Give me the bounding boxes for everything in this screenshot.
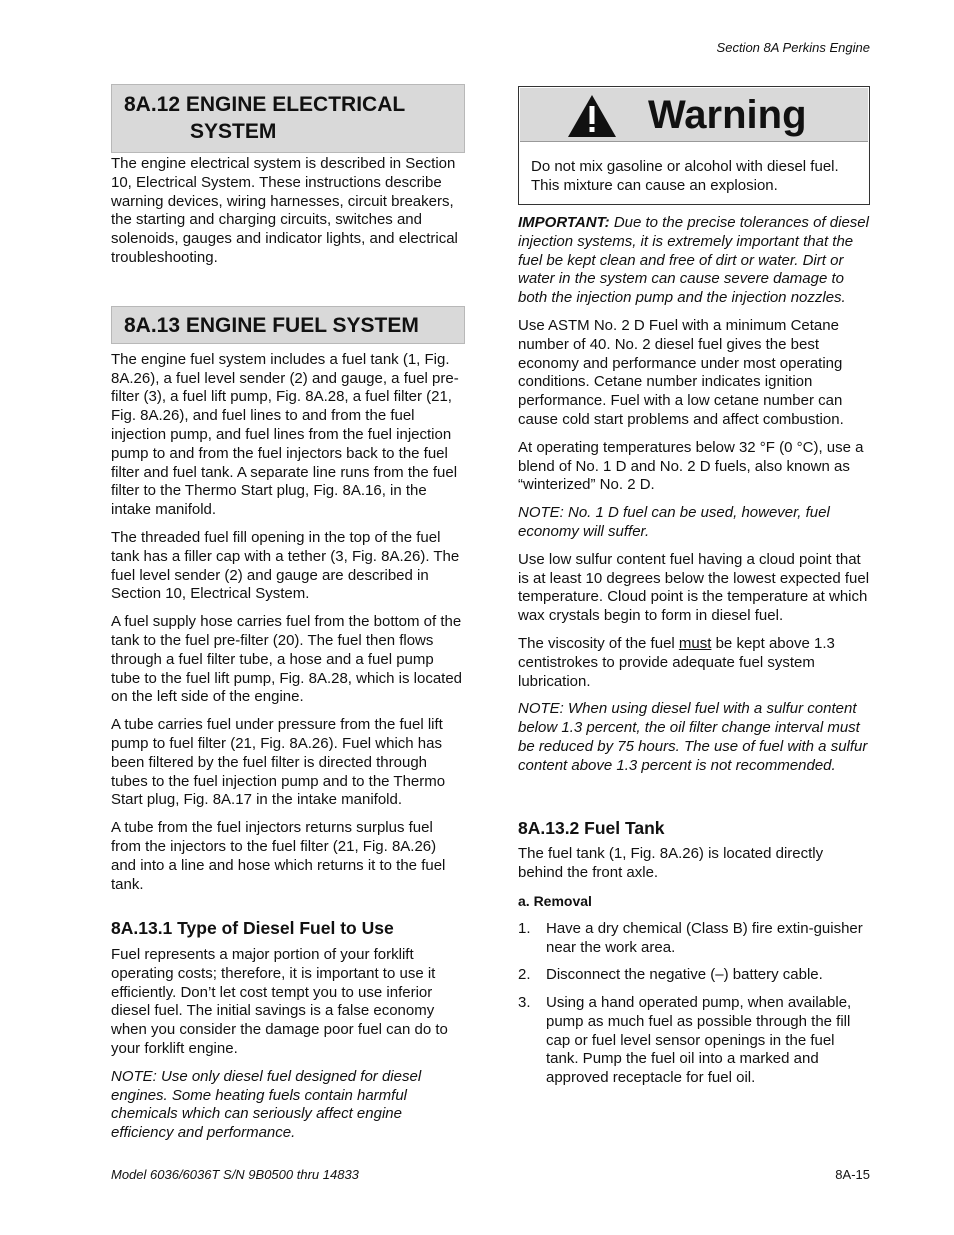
astm-fuel-paragraph: Use ASTM No. 2 D Fuel with a minimum Cetane number of 40. No. 2 diesel fuel gives the best economy and performance under most operating conditions. Cetane number indicates ignition performance. Fuel with a low cetane number can cause cold start problems and affect combustion. bbox=[518, 316, 844, 428]
subsection-heading-8a131: 8A.13.1 Type of Diesel Fuel to Use bbox=[111, 918, 394, 939]
removal-step bbox=[518, 920, 870, 958]
removal-heading: a. Removal bbox=[518, 892, 592, 909]
removal-step bbox=[518, 994, 870, 1088]
sulfur-content-note: NOTE: When using diesel fuel with a sulfur content below 1.3 percent, the oil filter change interval must be reduced by 75 hours. The use of fuel with a sulfur content above 1.3 percent is not recommended. bbox=[518, 700, 868, 774]
warning-text: Do not mix gasoline or alcohol with diesel fuel. This mixture can cause an explosion. bbox=[531, 158, 839, 194]
footer-model: Model 6036/6036T S/N 9B0500 thru 14833 bbox=[111, 1167, 359, 1182]
cloud-point-paragraph: Use low sulfur content fuel having a cloud point that is at least 10 degrees below the lowest expected fuel temperature. Cloud point is the temperature at which wax crystals begin to form in diesel fuel. bbox=[518, 550, 870, 625]
footer-page-number: 8A-15 bbox=[835, 1167, 870, 1182]
fuel-tank-location-paragraph: The fuel tank (1, Fig. 8A.26) is located directly behind the front axle. bbox=[518, 845, 824, 882]
left-column bbox=[111, 84, 465, 1143]
step-text: Disconnect the negative (–) battery cable. bbox=[546, 966, 823, 984]
section-heading-8a12-line2: SYSTEM bbox=[190, 120, 277, 143]
diesel-fuel-paragraph: Fuel represents a major portion of your forklift operating costs; therefore, it is important to use it efficiently. Don’t let cost tempt you to use inferior diesel fuel. The initial savings is a false economy when you consider the damage poor fuel can do to your forklift engine. bbox=[111, 946, 448, 1058]
fuel-system-paragraph-3: A fuel supply hose carries fuel from the bottom of the tank to the fuel pre-filter (20). The fuel then flows through a fuel filter tube, a hose and a fuel pump tube to the fuel lift pump, Fig. 8A.28, which is located on the left side of the engine. bbox=[111, 613, 463, 706]
electrical-system-paragraph: The engine electrical system is described in Section 10, Electrical System. These instructions describe warning devices, wiring harnesses, circuit breakers, the starting and charging circuits, switches and solenoids, gauges and indicator lights, and electrical troubleshooting. bbox=[111, 155, 458, 266]
no1d-fuel-note: NOTE: No. 1 D fuel can be used, however, fuel economy will suffer. bbox=[518, 504, 830, 540]
winterized-fuel-paragraph: At operating temperatures below 32 °F (0 °C), use a blend of No. 1 D and No. 2 D fuels, also known as “winterized” No. 2 D. bbox=[518, 438, 864, 494]
fuel-system-paragraph-1: The engine fuel system includes a fuel tank (1, Fig. 8A.26), a fuel level sender (2) and gauge, a fuel pre-filter (3), a fuel lift pump, Fig. 8A.28, a fuel filter (21, Fig. 8A.26), and fuel lines to and from the fuel injection pump, and fuel lines from the fuel injection pump to and from the fuel injectors back to the fuel filter and fuel tank. A separate line runs from the fuel filter to the Thermo Start plug, Fig. 8A.16, in the intake manifold. bbox=[111, 350, 459, 519]
viscosity-text-a: The viscosity of the fuel bbox=[518, 634, 679, 652]
fuel-system-paragraph-5: A tube from the fuel injectors returns surplus fuel from the injectors to the fuel filter (21, Fig. 8A.26) and into a line and hose which returns it to the fuel tank. bbox=[111, 819, 446, 893]
important-note bbox=[518, 214, 870, 308]
step-number: 3. bbox=[518, 994, 531, 1012]
fuel-system-paragraph-2: The threaded fuel fill opening in the top of the fuel tank has a filler cap with a tether (3, Fig. 8A.26). The fuel level sender (2) and gauge are described in Section 10, Electrical System. bbox=[111, 528, 460, 603]
running-header: Section 8A Perkins Engine bbox=[716, 40, 870, 55]
section-heading-8a13: 8A.13 ENGINE FUEL SYSTEM bbox=[111, 306, 465, 344]
important-label: IMPORTANT: bbox=[518, 214, 610, 231]
warning-triangle-icon bbox=[566, 93, 618, 139]
fuel-system-paragraph-4: A tube carries fuel under pressure from the fuel lift pump to fuel filter (21, Fig. 8A.26). Fuel which has been filtered by the fuel filter is directed through tubes to the fuel injection pump and to the Thermo Start plug, Fig. 8A.17 in the intake manifold. bbox=[111, 716, 446, 809]
step-number: 2. bbox=[518, 966, 531, 984]
viscosity-must-emphasis: must bbox=[678, 634, 712, 652]
step-text: Have a dry chemical (Class B) fire extin-guisher near the work area. bbox=[546, 919, 863, 956]
section-heading-8a12-line1: 8A.12 ENGINE ELECTRICAL bbox=[124, 93, 406, 116]
step-text: Using a hand operated pump, when available, pump as much fuel as possible through the fill cap or fuel level sensor openings in the fuel tank. Pump the fuel oil into a marked and approved receptacle for fuel oil. bbox=[546, 994, 852, 1087]
viscosity-text-b: be kept above 1.3 centistrokes to provide adequate fuel system lubrication. bbox=[518, 634, 835, 690]
removal-step bbox=[518, 966, 870, 985]
important-text: Due to the precise tolerances of diesel injection systems, it is extremely important that the fuel be kept clean and free of dirt or water. Dirt or water in the system can cause severe damage to both the injection pump and the injection nozzles. bbox=[518, 214, 869, 307]
step-number: 1. bbox=[518, 919, 531, 937]
section-heading-8a12 bbox=[111, 84, 465, 153]
subsection-heading-8a132: 8A.13.2 Fuel Tank bbox=[518, 817, 665, 838]
right-column bbox=[518, 86, 870, 1088]
removal-steps bbox=[518, 920, 870, 1088]
warning-header bbox=[520, 88, 868, 142]
viscosity-paragraph bbox=[518, 635, 870, 691]
warning-box bbox=[518, 86, 870, 205]
warning-title: Warning bbox=[648, 93, 807, 137]
diesel-fuel-note: NOTE: Use only diesel fuel designed for diesel engines. Some heating fuels contain harmful chemicals which can seriously affect engine efficiency and performance. bbox=[111, 1067, 422, 1142]
